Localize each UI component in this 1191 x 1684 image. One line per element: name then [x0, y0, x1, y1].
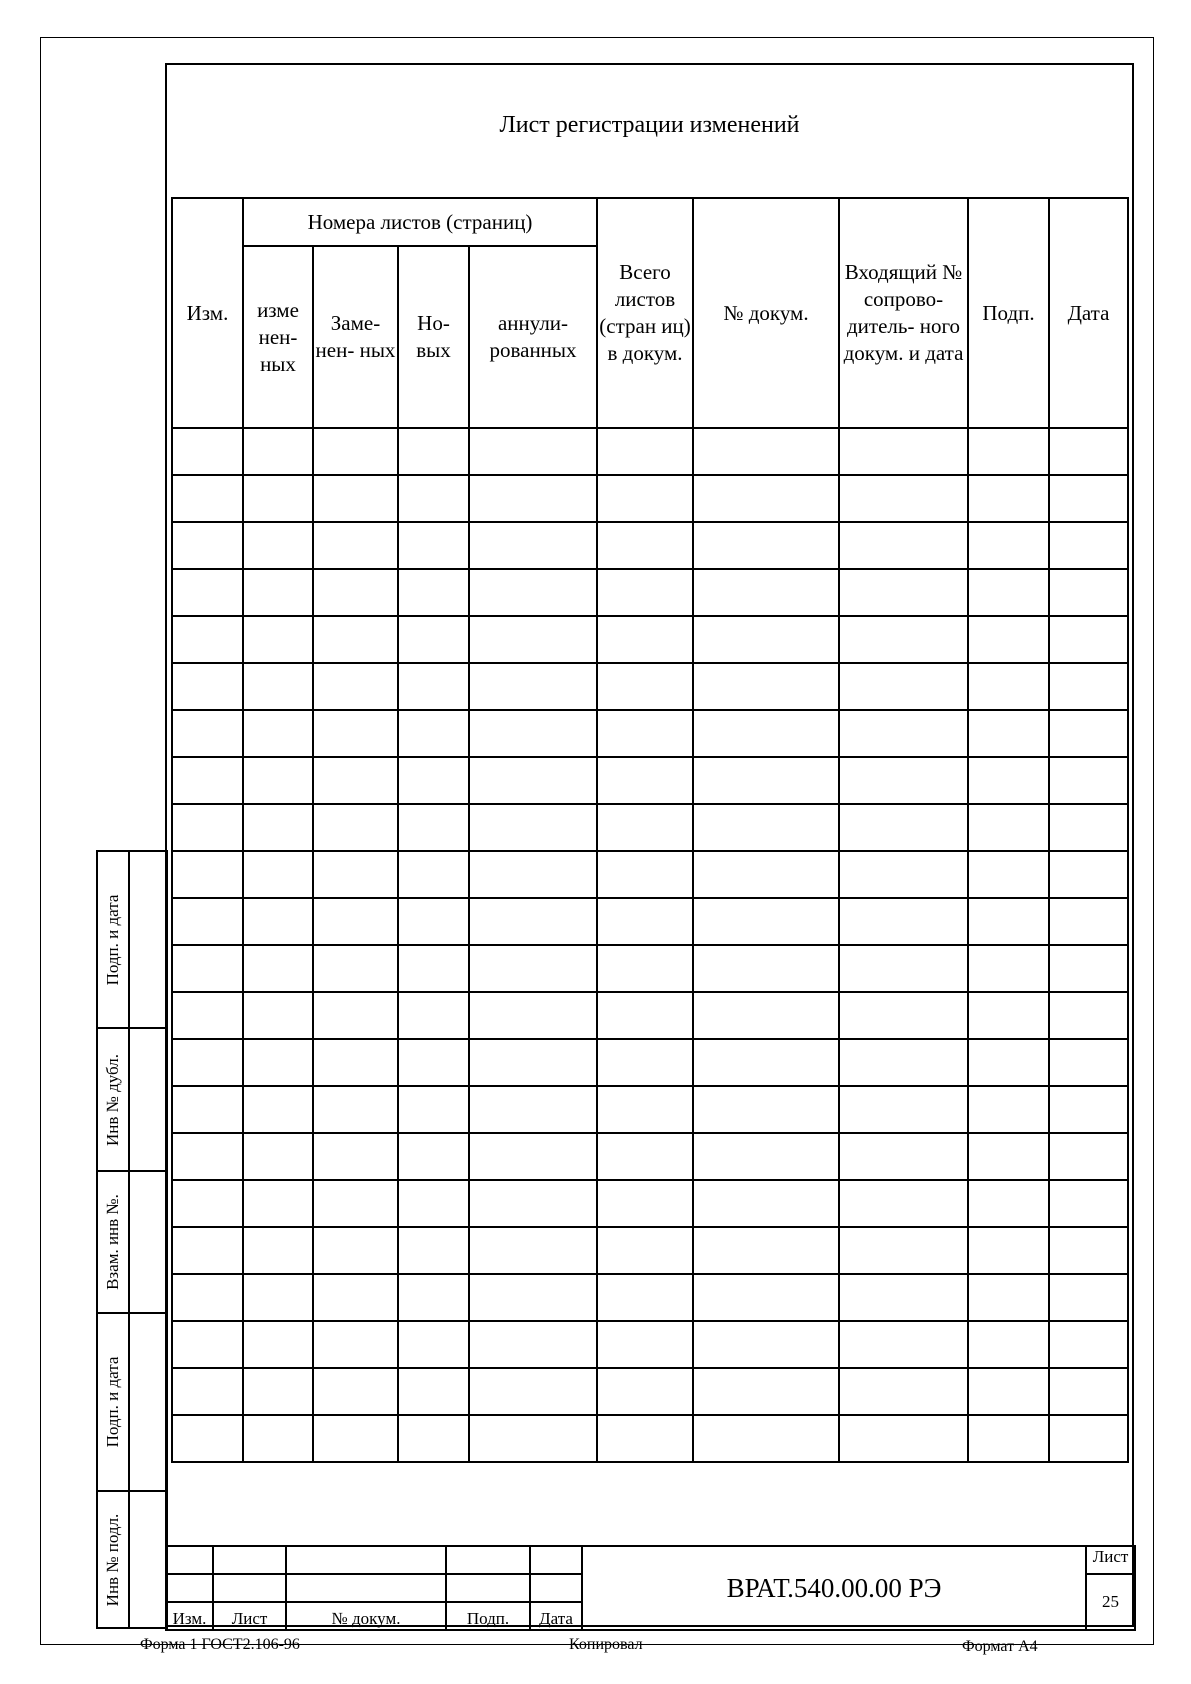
table-cell [313, 1180, 398, 1227]
table-cell [693, 1039, 839, 1086]
table-cell [693, 1415, 839, 1462]
table-cell [243, 757, 313, 804]
table-cell [172, 804, 243, 851]
table-cell [243, 1415, 313, 1462]
table-cell [398, 1039, 469, 1086]
table-cell [968, 757, 1049, 804]
table-row [172, 898, 1128, 945]
table-row [172, 992, 1128, 1039]
table-cell [597, 475, 693, 522]
table-cell [1049, 945, 1128, 992]
side-field [129, 851, 167, 1028]
stamp-label-list: Лист [213, 1602, 286, 1630]
table-cell [839, 1321, 968, 1368]
table-row [172, 1133, 1128, 1180]
table-cell [172, 945, 243, 992]
stamp-cell [286, 1546, 446, 1574]
table-cell [597, 1133, 693, 1180]
table-cell [469, 1274, 597, 1321]
table-cell [1049, 522, 1128, 569]
table-cell [469, 1368, 597, 1415]
table-cell [839, 898, 968, 945]
table-cell [597, 1180, 693, 1227]
table-cell [597, 804, 693, 851]
table-cell [597, 710, 693, 757]
table-row [172, 663, 1128, 710]
table-cell [693, 616, 839, 663]
table-cell [839, 1274, 968, 1321]
table-cell [1049, 1274, 1128, 1321]
table-row [172, 475, 1128, 522]
table-cell [1049, 1415, 1128, 1462]
table-cell [313, 1415, 398, 1462]
side-field [129, 1313, 167, 1491]
stamp-cell [213, 1574, 286, 1602]
table-cell [968, 475, 1049, 522]
table-cell [469, 616, 597, 663]
table-cell [398, 757, 469, 804]
table-cell [313, 1086, 398, 1133]
table-cell [313, 428, 398, 475]
table-row [172, 804, 1128, 851]
stamp-label-data: Дата [530, 1602, 582, 1630]
footer-format: Формат А4 [962, 1638, 1038, 1655]
table-cell [172, 522, 243, 569]
table-cell [968, 616, 1049, 663]
page-title: Лист регистрации изменений [499, 112, 800, 138]
table-cell [398, 428, 469, 475]
table-cell [398, 1180, 469, 1227]
col-izmenennyh-header: изме нен- ных [243, 246, 313, 428]
table-cell [469, 992, 597, 1039]
table-cell [172, 428, 243, 475]
table-cell [398, 1274, 469, 1321]
table-cell [693, 1227, 839, 1274]
document-code: ВРАТ.540.00.00 РЭ [582, 1546, 1086, 1630]
table-cell [313, 1321, 398, 1368]
sheet-number: 25 [1086, 1574, 1135, 1630]
table-cell [693, 428, 839, 475]
table-row [172, 851, 1128, 898]
table-cell [968, 1321, 1049, 1368]
table-cell [693, 1368, 839, 1415]
table-cell [243, 804, 313, 851]
table-cell [839, 1415, 968, 1462]
table-cell [693, 663, 839, 710]
table-cell [693, 1086, 839, 1133]
table-cell [693, 475, 839, 522]
table-cell [469, 663, 597, 710]
table-cell [313, 851, 398, 898]
table-cell [172, 1086, 243, 1133]
table-cell [597, 945, 693, 992]
table-cell [469, 1321, 597, 1368]
table-row [172, 945, 1128, 992]
table-cell [469, 1415, 597, 1462]
col-vhodyashchiy-header: Входящий № сопрово- дитель- ного докум. и дата [839, 198, 968, 428]
table-row [172, 1180, 1128, 1227]
table-cell [968, 1133, 1049, 1180]
table-cell [968, 804, 1049, 851]
table-cell [1049, 1368, 1128, 1415]
table-row [172, 1368, 1128, 1415]
table-cell [243, 851, 313, 898]
table-cell [469, 522, 597, 569]
table-cell [243, 1274, 313, 1321]
table-cell [398, 1133, 469, 1180]
table-row [172, 522, 1128, 569]
table-cell [469, 945, 597, 992]
table-row [172, 1274, 1128, 1321]
table-cell [693, 1180, 839, 1227]
table-cell [839, 945, 968, 992]
table-cell [839, 1133, 968, 1180]
table-cell [693, 992, 839, 1039]
stamp-label-izm: Изм. [166, 1602, 213, 1630]
table-cell [243, 1086, 313, 1133]
table-cell [172, 475, 243, 522]
table-cell [313, 1368, 398, 1415]
table-cell [968, 1415, 1049, 1462]
table-cell [839, 710, 968, 757]
table-cell [968, 569, 1049, 616]
table-cell [469, 475, 597, 522]
stamp-cell [446, 1574, 530, 1602]
table-cell [172, 992, 243, 1039]
table-cell [398, 569, 469, 616]
table-row [172, 1321, 1128, 1368]
table-cell [968, 428, 1049, 475]
table-cell [398, 522, 469, 569]
table-cell [398, 710, 469, 757]
table-cell [172, 851, 243, 898]
table-cell [313, 475, 398, 522]
table-cell [469, 1180, 597, 1227]
table-cell [243, 569, 313, 616]
table-cell [839, 1227, 968, 1274]
table-cell [968, 522, 1049, 569]
table-cell [597, 992, 693, 1039]
table-cell [1049, 757, 1128, 804]
table-cell [693, 945, 839, 992]
table-cell [968, 710, 1049, 757]
table-cell [172, 616, 243, 663]
stamp-label-nomer-dokum: № докум. [286, 1602, 446, 1630]
table-cell [968, 663, 1049, 710]
table-row [172, 1227, 1128, 1274]
table-row [172, 1415, 1128, 1462]
side-label-vzam-inv: Взам. инв №. [97, 1171, 129, 1313]
table-cell [597, 757, 693, 804]
table-cell [597, 1321, 693, 1368]
table-cell [839, 663, 968, 710]
table-cell [469, 710, 597, 757]
table-cell [243, 945, 313, 992]
table-cell [597, 616, 693, 663]
table-cell [398, 475, 469, 522]
table-cell [469, 804, 597, 851]
table-cell [1049, 992, 1128, 1039]
table-cell [693, 804, 839, 851]
stamp-label-podp: Подп. [446, 1602, 530, 1630]
side-field [129, 1491, 167, 1628]
table-row [172, 428, 1128, 475]
table-cell [968, 851, 1049, 898]
table-cell [313, 1039, 398, 1086]
table-cell [398, 1415, 469, 1462]
table-cell [839, 616, 968, 663]
table-cell [1049, 428, 1128, 475]
table-cell [839, 428, 968, 475]
table-cell [313, 616, 398, 663]
registration-table [171, 197, 1129, 1463]
stamp-cell [166, 1574, 213, 1602]
table-cell [693, 1321, 839, 1368]
table-cell [398, 663, 469, 710]
table-cell [968, 1039, 1049, 1086]
table-cell [313, 945, 398, 992]
col-novyh-header: Но- вых [398, 246, 469, 428]
side-stamp [96, 850, 168, 1629]
table-cell [968, 1274, 1049, 1321]
table-cell [469, 1227, 597, 1274]
col-nomer-dokum-header: № докум. [693, 198, 839, 428]
table-cell [597, 1415, 693, 1462]
table-cell [172, 1039, 243, 1086]
table-cell [597, 1368, 693, 1415]
table-cell [1049, 1321, 1128, 1368]
table-cell [1049, 804, 1128, 851]
table-cell [313, 992, 398, 1039]
stamp-cell [286, 1574, 446, 1602]
table-cell [839, 804, 968, 851]
table-cell [398, 1321, 469, 1368]
table-row [172, 757, 1128, 804]
table-cell [839, 1368, 968, 1415]
side-label-inv-podl: Инв № подл. [97, 1491, 129, 1628]
table-cell [968, 945, 1049, 992]
table-cell [243, 1180, 313, 1227]
side-field [129, 1028, 167, 1171]
table-cell [839, 1039, 968, 1086]
side-field [129, 1171, 167, 1313]
table-cell [1049, 569, 1128, 616]
table-cell [243, 710, 313, 757]
col-vsego-header: Всего листов (стран иц) в докум. [597, 198, 693, 428]
table-cell [693, 851, 839, 898]
footer-copied: Копировал [569, 1636, 643, 1653]
table-cell [243, 663, 313, 710]
side-label-inv-dubl: Инв № дубл. [97, 1028, 129, 1171]
table-cell [172, 710, 243, 757]
table-cell [398, 851, 469, 898]
table-cell [693, 898, 839, 945]
table-cell [313, 1227, 398, 1274]
table-cell [398, 804, 469, 851]
side-label-podp-data-2: Подп. и дата [97, 1313, 129, 1491]
table-cell [597, 1039, 693, 1086]
title-block [165, 1545, 1136, 1631]
table-cell [398, 1368, 469, 1415]
table-cell [313, 1274, 398, 1321]
table-cell [313, 710, 398, 757]
col-data-header: Дата [1049, 198, 1128, 428]
table-cell [172, 663, 243, 710]
table-cell [597, 663, 693, 710]
table-row [172, 616, 1128, 663]
table-cell [243, 616, 313, 663]
table-cell [1049, 1133, 1128, 1180]
table-cell [597, 851, 693, 898]
table-cell [398, 1086, 469, 1133]
table-row [172, 569, 1128, 616]
table-cell [398, 616, 469, 663]
table-cell [172, 757, 243, 804]
table-cell [839, 992, 968, 1039]
stamp-cell [446, 1546, 530, 1574]
table-cell [313, 898, 398, 945]
table-row [172, 1086, 1128, 1133]
table-cell [693, 710, 839, 757]
table-cell [243, 428, 313, 475]
table-cell [597, 569, 693, 616]
table-cell [172, 1133, 243, 1180]
table-cell [597, 1227, 693, 1274]
footer-form: Форма 1 ГОСТ2.106-96 [140, 1636, 300, 1653]
table-cell [469, 569, 597, 616]
stamp-cell [213, 1546, 286, 1574]
table-cell [313, 569, 398, 616]
table-cell [1049, 475, 1128, 522]
table-cell [243, 1133, 313, 1180]
table-cell [313, 522, 398, 569]
table-cell [469, 1086, 597, 1133]
table-cell [693, 757, 839, 804]
col-annulirovannyh-header: аннули- рованных [469, 246, 597, 428]
table-cell [243, 522, 313, 569]
table-cell [398, 898, 469, 945]
table-row [172, 710, 1128, 757]
stamp-cell [530, 1546, 582, 1574]
table-cell [243, 1039, 313, 1086]
table-cell [968, 992, 1049, 1039]
table-cell [313, 804, 398, 851]
table-cell [1049, 1039, 1128, 1086]
table-cell [243, 1227, 313, 1274]
table-cell [243, 1368, 313, 1415]
table-cell [469, 1133, 597, 1180]
table-cell [469, 757, 597, 804]
group-header: Номера листов (страниц) [243, 198, 597, 246]
table-cell [693, 569, 839, 616]
table-cell [839, 1180, 968, 1227]
table-cell [1049, 898, 1128, 945]
table-cell [313, 663, 398, 710]
table-cell [839, 1086, 968, 1133]
col-podp-header: Подп. [968, 198, 1049, 428]
table-cell [693, 1274, 839, 1321]
table-cell [1049, 1227, 1128, 1274]
table-cell [968, 1227, 1049, 1274]
table-cell [469, 851, 597, 898]
table-cell [597, 1086, 693, 1133]
table-cell [172, 1415, 243, 1462]
table-cell [839, 475, 968, 522]
table-cell [597, 898, 693, 945]
table-cell [1049, 663, 1128, 710]
col-zamenennyh-header: Заме- нен- ных [313, 246, 398, 428]
table-cell [968, 1368, 1049, 1415]
table-cell [693, 1133, 839, 1180]
table-cell [243, 992, 313, 1039]
table-cell [597, 522, 693, 569]
table-cell [243, 1321, 313, 1368]
table-cell [398, 992, 469, 1039]
table-cell [172, 1368, 243, 1415]
table-cell [839, 851, 968, 898]
stamp-cell [530, 1574, 582, 1602]
stamp-cell [166, 1546, 213, 1574]
table-cell [1049, 710, 1128, 757]
table-row [172, 1039, 1128, 1086]
table-cell [469, 898, 597, 945]
table-cell [172, 1321, 243, 1368]
col-izm-header: Изм. [172, 198, 243, 428]
table-cell [398, 1227, 469, 1274]
table-cell [1049, 616, 1128, 663]
table-cell [243, 475, 313, 522]
table-cell [597, 1274, 693, 1321]
table-cell [968, 1180, 1049, 1227]
table-cell [597, 428, 693, 475]
table-cell [172, 898, 243, 945]
table-cell [839, 522, 968, 569]
table-cell [1049, 1086, 1128, 1133]
table-cell [968, 898, 1049, 945]
table-cell [172, 569, 243, 616]
table-cell [398, 945, 469, 992]
table-cell [1049, 1180, 1128, 1227]
table-cell [469, 1039, 597, 1086]
table-cell [172, 1227, 243, 1274]
table-cell [839, 569, 968, 616]
table-cell [839, 757, 968, 804]
table-cell [172, 1274, 243, 1321]
table-cell [469, 428, 597, 475]
table-cell [313, 757, 398, 804]
table-cell [243, 898, 313, 945]
side-label-podp-data-1: Подп. и дата [97, 851, 129, 1028]
table-cell [968, 1086, 1049, 1133]
table-cell [1049, 851, 1128, 898]
table-cell [693, 522, 839, 569]
sheet-label: Лист [1086, 1546, 1135, 1574]
table-cell [313, 1133, 398, 1180]
table-cell [172, 1180, 243, 1227]
